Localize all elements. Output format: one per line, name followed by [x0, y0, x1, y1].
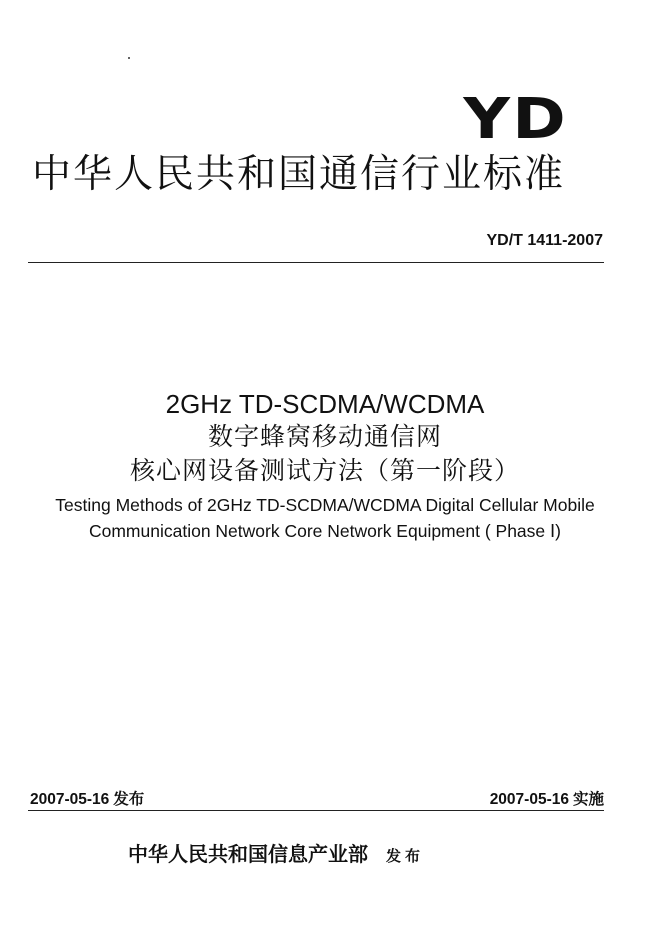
implementation-date-label: 实施 — [572, 790, 604, 808]
title-line-2: 数字蜂窝移动通信网 — [207, 422, 442, 451]
publish-label: 发布 — [386, 847, 425, 865]
top-divider — [28, 262, 604, 263]
bottom-divider — [28, 810, 604, 811]
document-title-block — [0, 388, 650, 544]
issue-date — [30, 787, 144, 809]
issue-date-value: 2007-05-16 — [30, 791, 110, 808]
issuing-authority — [128, 838, 424, 867]
issuer-name: 中华人民共和国信息产业部 — [128, 842, 368, 866]
implementation-date-value: 2007-05-16 — [489, 791, 569, 808]
implementation-date — [490, 787, 604, 809]
yd-logo: YD — [463, 87, 568, 152]
standard-category-title: 中华人民共和国通信行业标准 — [32, 152, 566, 197]
title-line-3: 核心网设备测试方法（第一阶段） — [129, 456, 520, 485]
title-line-1: 2GHz TD-SCDMA/WCDMA — [165, 389, 485, 419]
english-title-line-1: Testing Methods of 2GHz TD-SCDMA/WCDMA Digital Cellular Mobile — [55, 495, 595, 515]
standard-number: YD/T 1411-2007 — [486, 232, 603, 249]
issue-date-label: 发布 — [113, 790, 145, 808]
english-title-line-2: Communication Network Core Network Equipment ( Phase Ⅰ) — [88, 521, 561, 541]
scan-speck — [128, 57, 130, 59]
